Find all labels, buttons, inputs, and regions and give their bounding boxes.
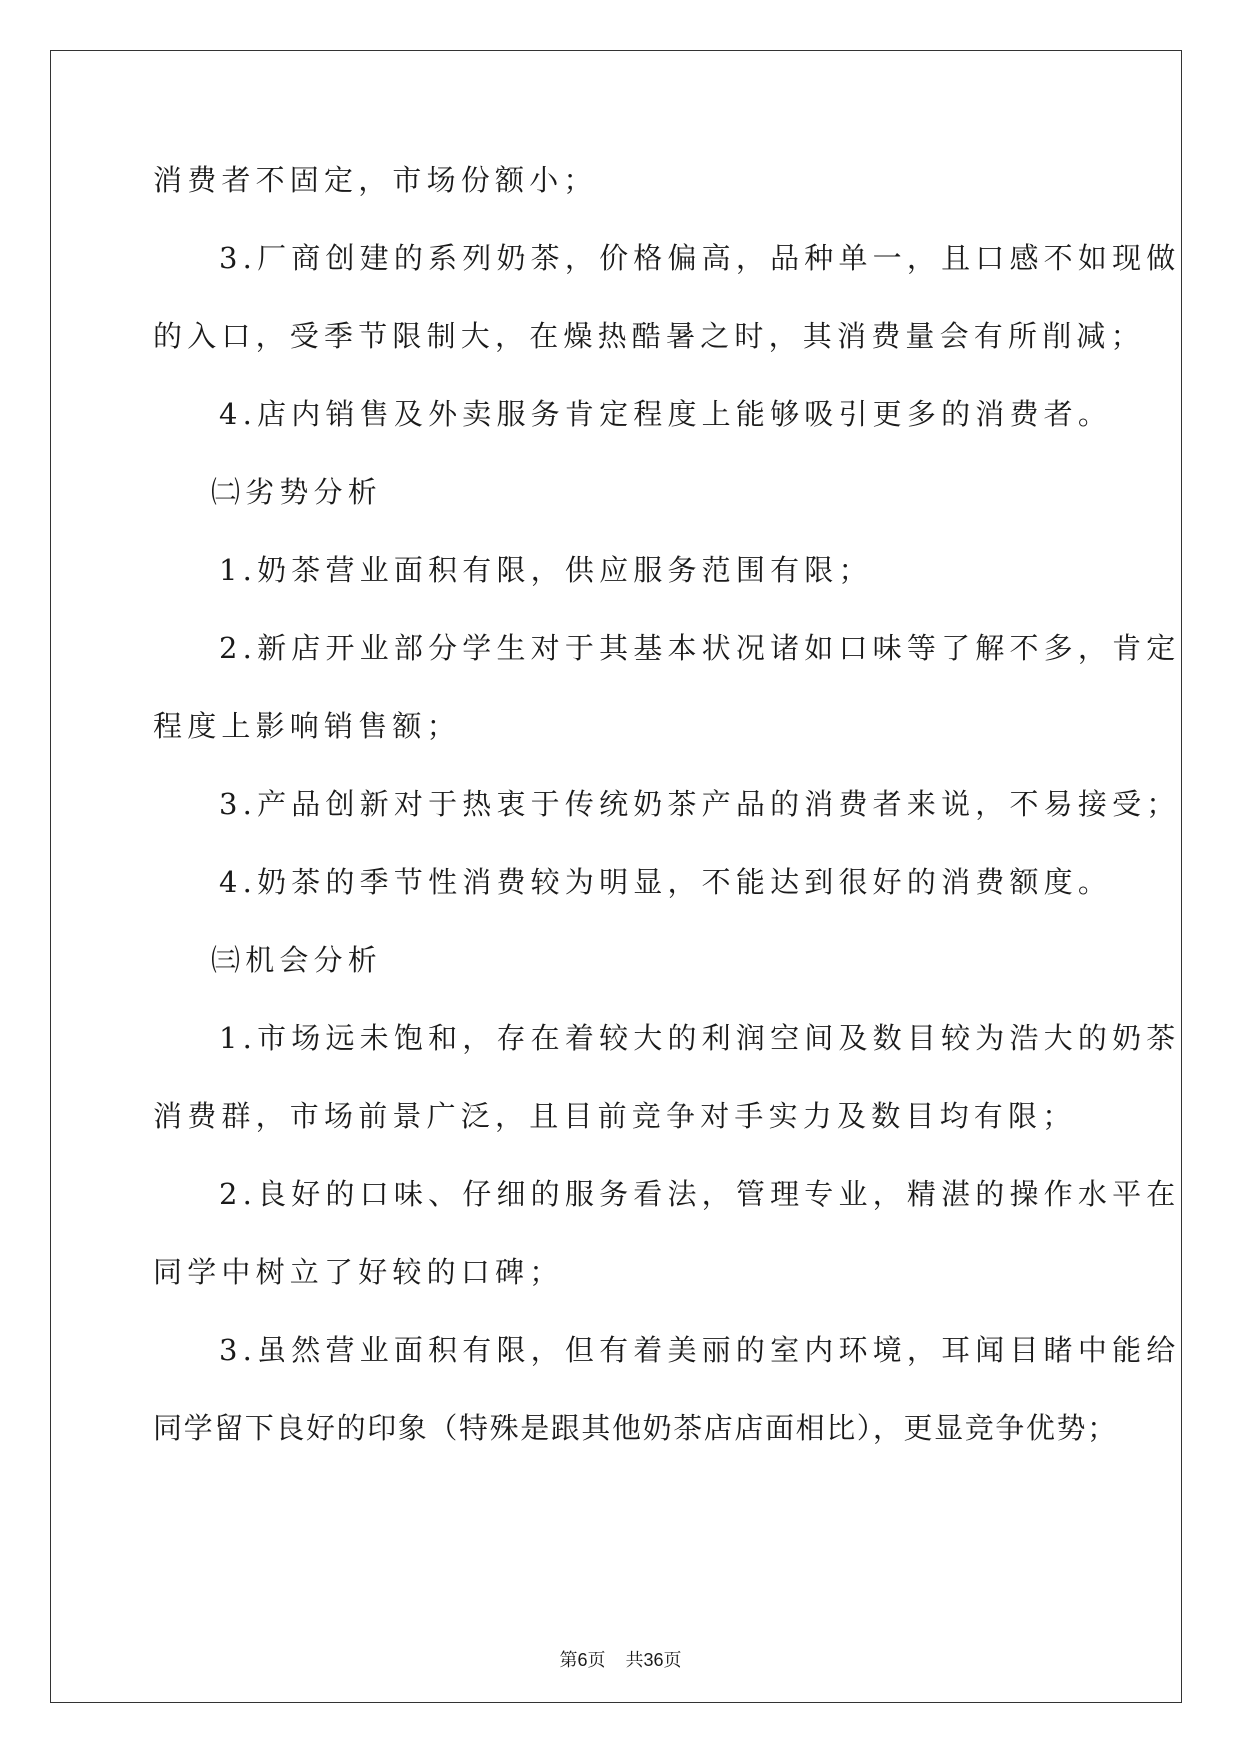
- text-line: 同学留下良好的印象（特殊是跟其他奶茶店店面相比），更显竞争优势；: [153, 1411, 1118, 1445]
- page-number: 6: [577, 1650, 588, 1670]
- page-suffix: 页: [587, 1650, 606, 1671]
- text-line: 4.店内销售及外卖服务肯定程度上能够吸引更多的消费者。: [219, 397, 1113, 431]
- total-prefix: 共: [625, 1650, 644, 1671]
- text-line: 2.新店开业部分学生对于其基本状况诸如口味等了解不多，肯定: [219, 631, 1181, 665]
- text-line: 1.市场远未饱和，存在着较大的利润空间及数目较为浩大的奶茶: [219, 1021, 1181, 1055]
- text-line: 程度上影响销售额；: [153, 709, 461, 743]
- text-line: 的入口，受季节限制大，在燥热酷暑之时，其消费量会有所削减；: [153, 319, 1145, 353]
- page-prefix: 第: [559, 1650, 578, 1671]
- section-heading: ㈡劣势分析: [211, 475, 383, 509]
- total-pages: 36: [643, 1650, 664, 1670]
- text-line: 3.厂商创建的系列奶茶，价格偏高，品种单一，且口感不如现做: [219, 241, 1181, 275]
- text-line: 3.虽然营业面积有限，但有着美丽的室内环境，耳闻目睹中能给: [219, 1333, 1181, 1367]
- text-line: 3.产品创新对于热衷于传统奶茶产品的消费者来说，不易接受；: [219, 787, 1181, 821]
- total-suffix: 页: [663, 1650, 682, 1671]
- text-line: 消费群，市场前景广泛，且目前竞争对手实力及数目均有限；: [153, 1099, 1077, 1133]
- text-line: 同学中树立了好较的口碑；: [153, 1255, 564, 1289]
- text-line: 2.良好的口味、仔细的服务看法，管理专业，精湛的操作水平在: [219, 1177, 1181, 1211]
- section-heading: ㈢机会分析: [211, 943, 383, 977]
- text-line: 4.奶茶的季节性消费较为明显，不能达到很好的消费额度。: [219, 865, 1113, 899]
- page-footer: [0, 1648, 1241, 1673]
- text-line: 1.奶茶营业面积有限，供应服务范围有限；: [219, 553, 873, 587]
- text-line: 消费者不固定，市场份额小；: [153, 163, 598, 197]
